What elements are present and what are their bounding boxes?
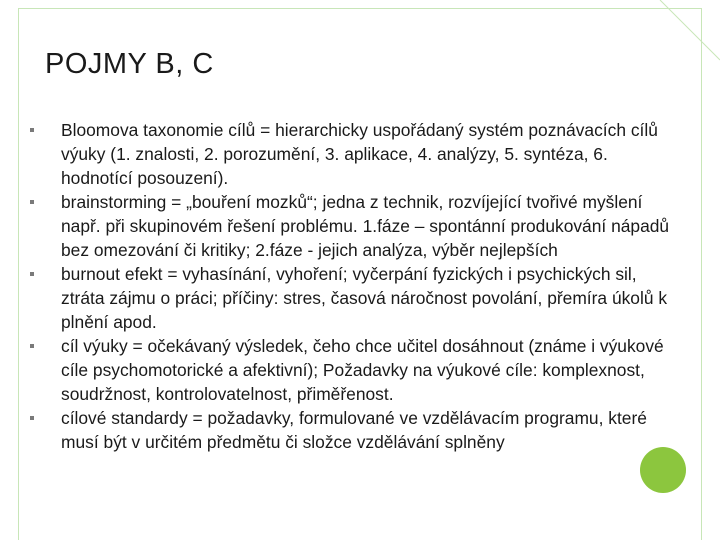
bullet-item — [28, 334, 678, 406]
bullet-item — [28, 118, 678, 190]
bullet-marker — [30, 416, 34, 420]
bullet-item — [28, 190, 678, 262]
bullet-text: cíl výuky = očekávaný výsledek, čeho chce učitel dosáhnout (známe i výukové cíle psychomotorické a afektivní); Požadavky na výukové cíle: komplexnost, soudržnost, kontrolovatelnost, přiměřenost. — [61, 336, 664, 404]
bullet-marker — [30, 200, 34, 204]
bullet-item — [28, 406, 678, 454]
bullet-marker — [30, 272, 34, 276]
accent-circle — [640, 447, 686, 493]
slide-title: POJMY B, C — [45, 48, 214, 80]
bullet-marker — [30, 344, 34, 348]
bullet-text: burnout efekt = vyhasínání, vyhoření; vyčerpání fyzických i psychických sil, ztráta zájmu o práci; příčiny: stres, časová náročnost povolání, přemíra úkolů k plnění apod. — [61, 264, 668, 332]
corner-decoration — [640, 0, 720, 80]
bullet-list — [28, 118, 678, 454]
bullet-text: brainstorming = „bouření mozků“; jedna z technik, rozvíjející tvořivé myšlení např. při skupinovém řešení problému. 1.fáze – spontánní produkování nápadů bez omezování či kritiky; 2.fáze - jejich analýza, výběr nejlepších — [61, 192, 670, 260]
bullet-marker — [30, 128, 34, 132]
bullet-text: Bloomova taxonomie cílů = hierarchicky uspořádaný systém poznávacích cílů výuky (1. znalosti, 2. porozumění, 3. aplikace, 4. analýzy, 5. syntéza, 6. hodnotící posouzení). — [61, 120, 658, 188]
bullet-item — [28, 262, 678, 334]
bullet-text: cílové standardy = požadavky, formulované ve vzdělávacím programu, které musí být v určitém předmětu či složce vzdělávání splněny — [61, 408, 647, 452]
